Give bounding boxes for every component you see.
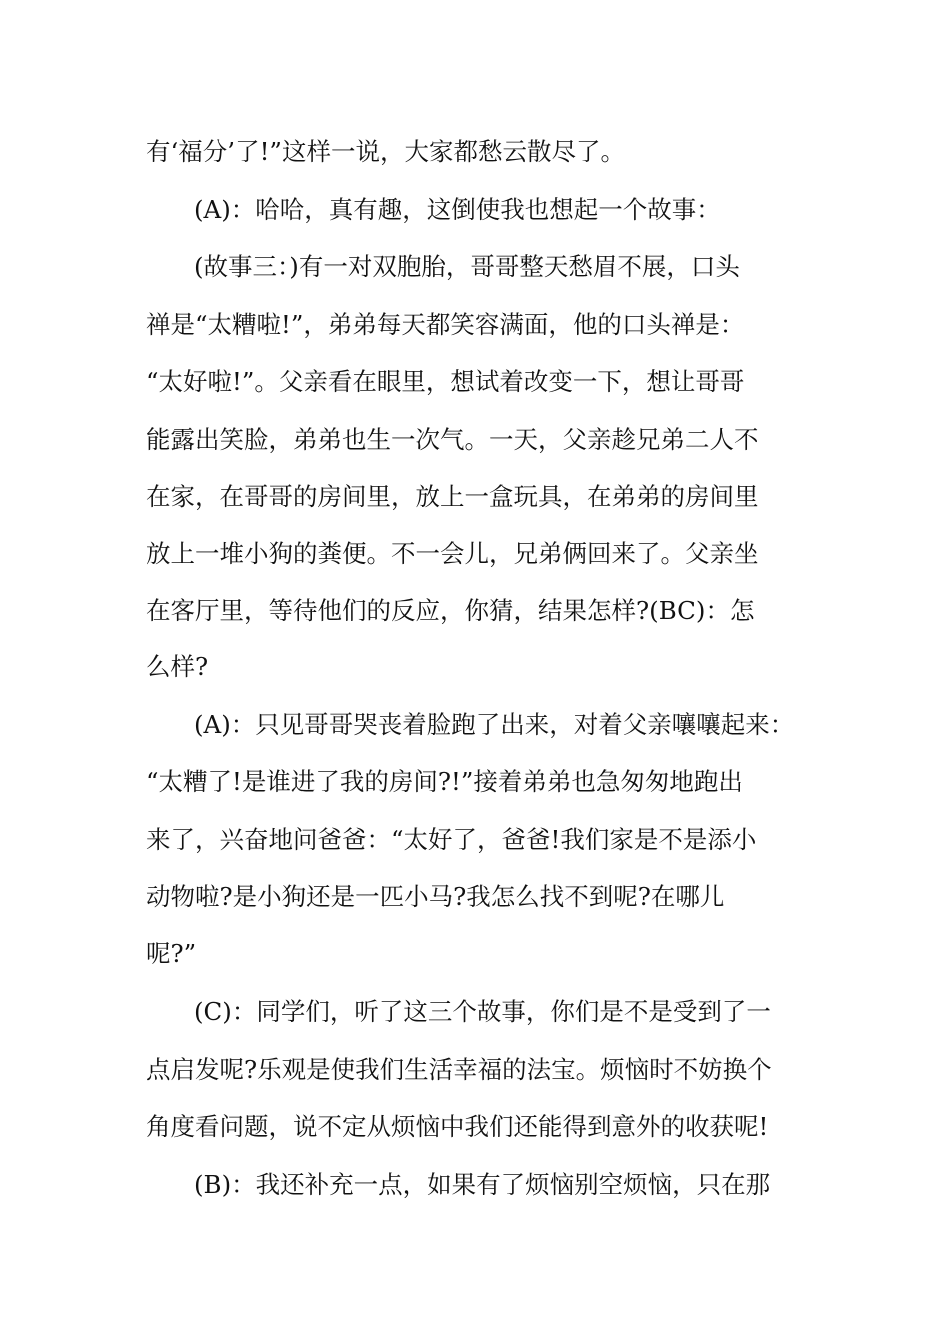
text-line: 放上一堆小狗的粪便。不一会儿，兄弟俩回来了。父亲坐 [146, 539, 759, 568]
text-line: 么样? [146, 652, 209, 681]
text-line: (故事三：)有一对双胞胎，哥哥整天愁眉不展，口头 [194, 252, 740, 281]
text-line: “太好啦!”。父亲看在眼里，想试着改变一下，想让哥哥 [146, 367, 745, 396]
text-line: 在客厅里，等待他们的反应，你猜，结果怎样?(BC)：怎 [146, 596, 755, 625]
text-line: 呢?” [146, 939, 197, 968]
text-line: 动物啦?是小狗还是一匹小马?我怎么找不到呢?在哪儿 [146, 882, 725, 911]
text-line: 禅是“太糟啦!”，弟弟每天都笑容满面，他的口头禅是： [146, 310, 745, 339]
text-line: (A)：只见哥哥哭丧着脸跑了出来，对着父亲嚷嚷起来： [194, 710, 795, 739]
text-line: 有‘福分’了!”这样一说，大家都愁云散尽了。 [146, 137, 625, 166]
text-line: (C)：同学们，听了这三个故事，你们是不是受到了一 [194, 997, 771, 1026]
text-line: 能露出笑脸，弟弟也生一次气。一天，父亲趁兄弟二人不 [146, 425, 759, 454]
text-line: 在家，在哥哥的房间里，放上一盒玩具，在弟弟的房间里 [146, 482, 759, 511]
text-line: 来了，兴奋地问爸爸：“太好了，爸爸!我们家是不是添小 [146, 825, 757, 854]
text-line: “太糟了!是谁进了我的房间?!”接着弟弟也急匆匆地跑出 [146, 767, 743, 796]
text-line: (B)：我还补充一点，如果有了烦恼别空烦恼，只在那 [194, 1170, 771, 1199]
text-line: 点启发呢?乐观是使我们生活幸福的法宝。烦恼时不妨换个 [146, 1055, 772, 1084]
text-line: (A)：哈哈，真有趣，这倒使我也想起一个故事： [194, 195, 721, 224]
text-line: 角度看问题，说不定从烦恼中我们还能得到意外的收获呢! [146, 1112, 769, 1141]
